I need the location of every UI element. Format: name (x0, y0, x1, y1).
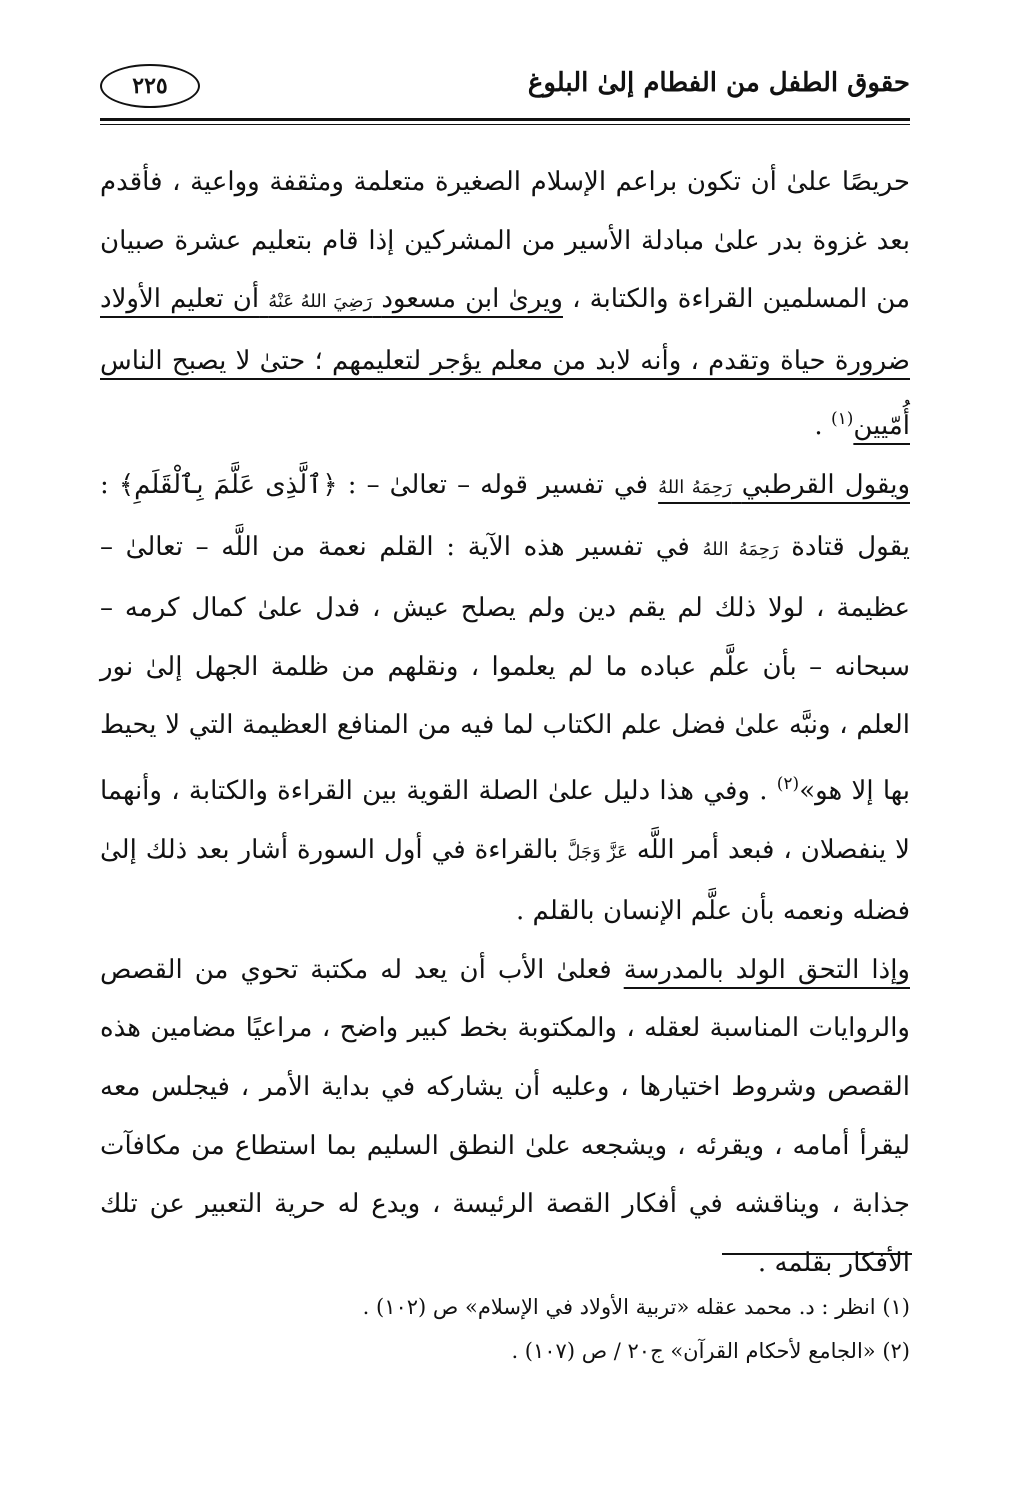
underlined-phrase-school: وإذا التحق الولد بالمدرسة (623, 954, 910, 985)
honorific-glyph: رَضِيَ اللهُ عَنْهُ (268, 291, 373, 313)
footnote-2: (٢) «الجامع لأحكام القرآن» ج٢٠ / ص (١٠٧) . (511, 1339, 910, 1363)
qurtubi-text: ويقول القرطبي (741, 469, 910, 500)
paragraph-2-text-d: . وفي هذا دليل علىٰ الصلة القوية بين القراءة والكتابة ، وأنهما لا ينفصلان ، فبعد أمر اللَّه (100, 775, 910, 865)
paragraph-3-text-b: فعلىٰ الأب أن يعد له مكتبة تحوي من القصص والروايات المناسبة لعقله ، والمكتوبة بخط كبير واضح ، مراعيًا مضامين هذه القصص وشروط اختيارها ، وعليه أن يشاركه في بداية الأمر ، فيجلس معه ليقرأ أمامه ، ويقرئه ، ويشجعه علىٰ النطق السليم بما استطاع من مكافآت جذابة ، ويناقشه في أفكار القصة الرئيسة ، ويدع له حرية التعبير عن تلك الأفكار بقلمه . (100, 954, 910, 1278)
main-text (100, 153, 910, 1292)
honorific-glyph: عَزَّ وَجَلَّ (567, 841, 628, 863)
footnote-ref-1: (١) (830, 409, 854, 430)
footnote-ref-2: (٢) (776, 773, 800, 794)
honorific-glyph: رَحِمَهُ اللهُ (658, 476, 732, 498)
paragraph-2 (100, 456, 910, 941)
page-header (100, 62, 910, 122)
paragraph-1-text-a: حريصًا علىٰ أن تكون براعم الإسلام الصغيرة متعلمة ومثقفة وواعية ، فأقدم بعد غزوة بدر علىٰ مبادلة الأسير من المشركين إذا قام بتعليم عشرة صبيان من المسلمين القراءة والكتابة ، (100, 167, 910, 315)
header-divider (100, 118, 910, 125)
paragraph-2-text-c: في تفسير هذه الآية : القلم نعمة من اللَّه – تعالىٰ – عظيمة ، لولا ذلك لم يقم دين ولم يصلح عيش ، فدل علىٰ كمال كرمه – سبحانه – بأن علَّم عباده ما لم يعلموا ، ونقلهم من ظلمة الجهل إلىٰ نور العلم ، ونبَّه علىٰ فضل علم الكتاب لما فيه من المنافع العظيمة التي لا يحيط بها إلا هو» (100, 531, 910, 806)
paragraph-2-text-b: في تفسير قوله – تعالىٰ – : ﴿ٱلَّذِى عَلَّمَ بِٱلْقَلَمِ﴾ : يقول قتادة (100, 469, 910, 562)
paragraph-2-text-e: بالقراءة في أول السورة أشار بعد ذلك إلىٰ فضله ونعمه بأن علَّم الإنسان بالقلم . (100, 834, 910, 927)
paragraph-1-end: . (814, 411, 831, 442)
ibn-masud-text: ويرىٰ ابن مسعود (381, 284, 563, 315)
footnote-1: (١) انظر : د. محمد عقله «تربية الأولاد في الإسلام» ص (١٠٢) . (362, 1295, 910, 1319)
honorific-glyph: رَحِمَهُ اللهُ (702, 538, 779, 560)
page-number-badge: ٢٢٥ (100, 64, 200, 108)
paragraph-3 (100, 941, 910, 1293)
underlined-phrase-qurtubi (658, 470, 910, 500)
footnote-divider (722, 1253, 912, 1255)
paragraph-1-text-c: أن تعليم الأولاد ضرورة حياة وتقدم ، وأنه لابد من معلم يؤجر لتعليمهم ؛ حتىٰ لا يصبح الناس أُمّيين (100, 284, 910, 442)
footnotes (100, 1285, 910, 1373)
running-title: حقوق الطفل من الفطام إلىٰ البلوغ (527, 68, 910, 98)
paragraph-1 (100, 153, 910, 456)
